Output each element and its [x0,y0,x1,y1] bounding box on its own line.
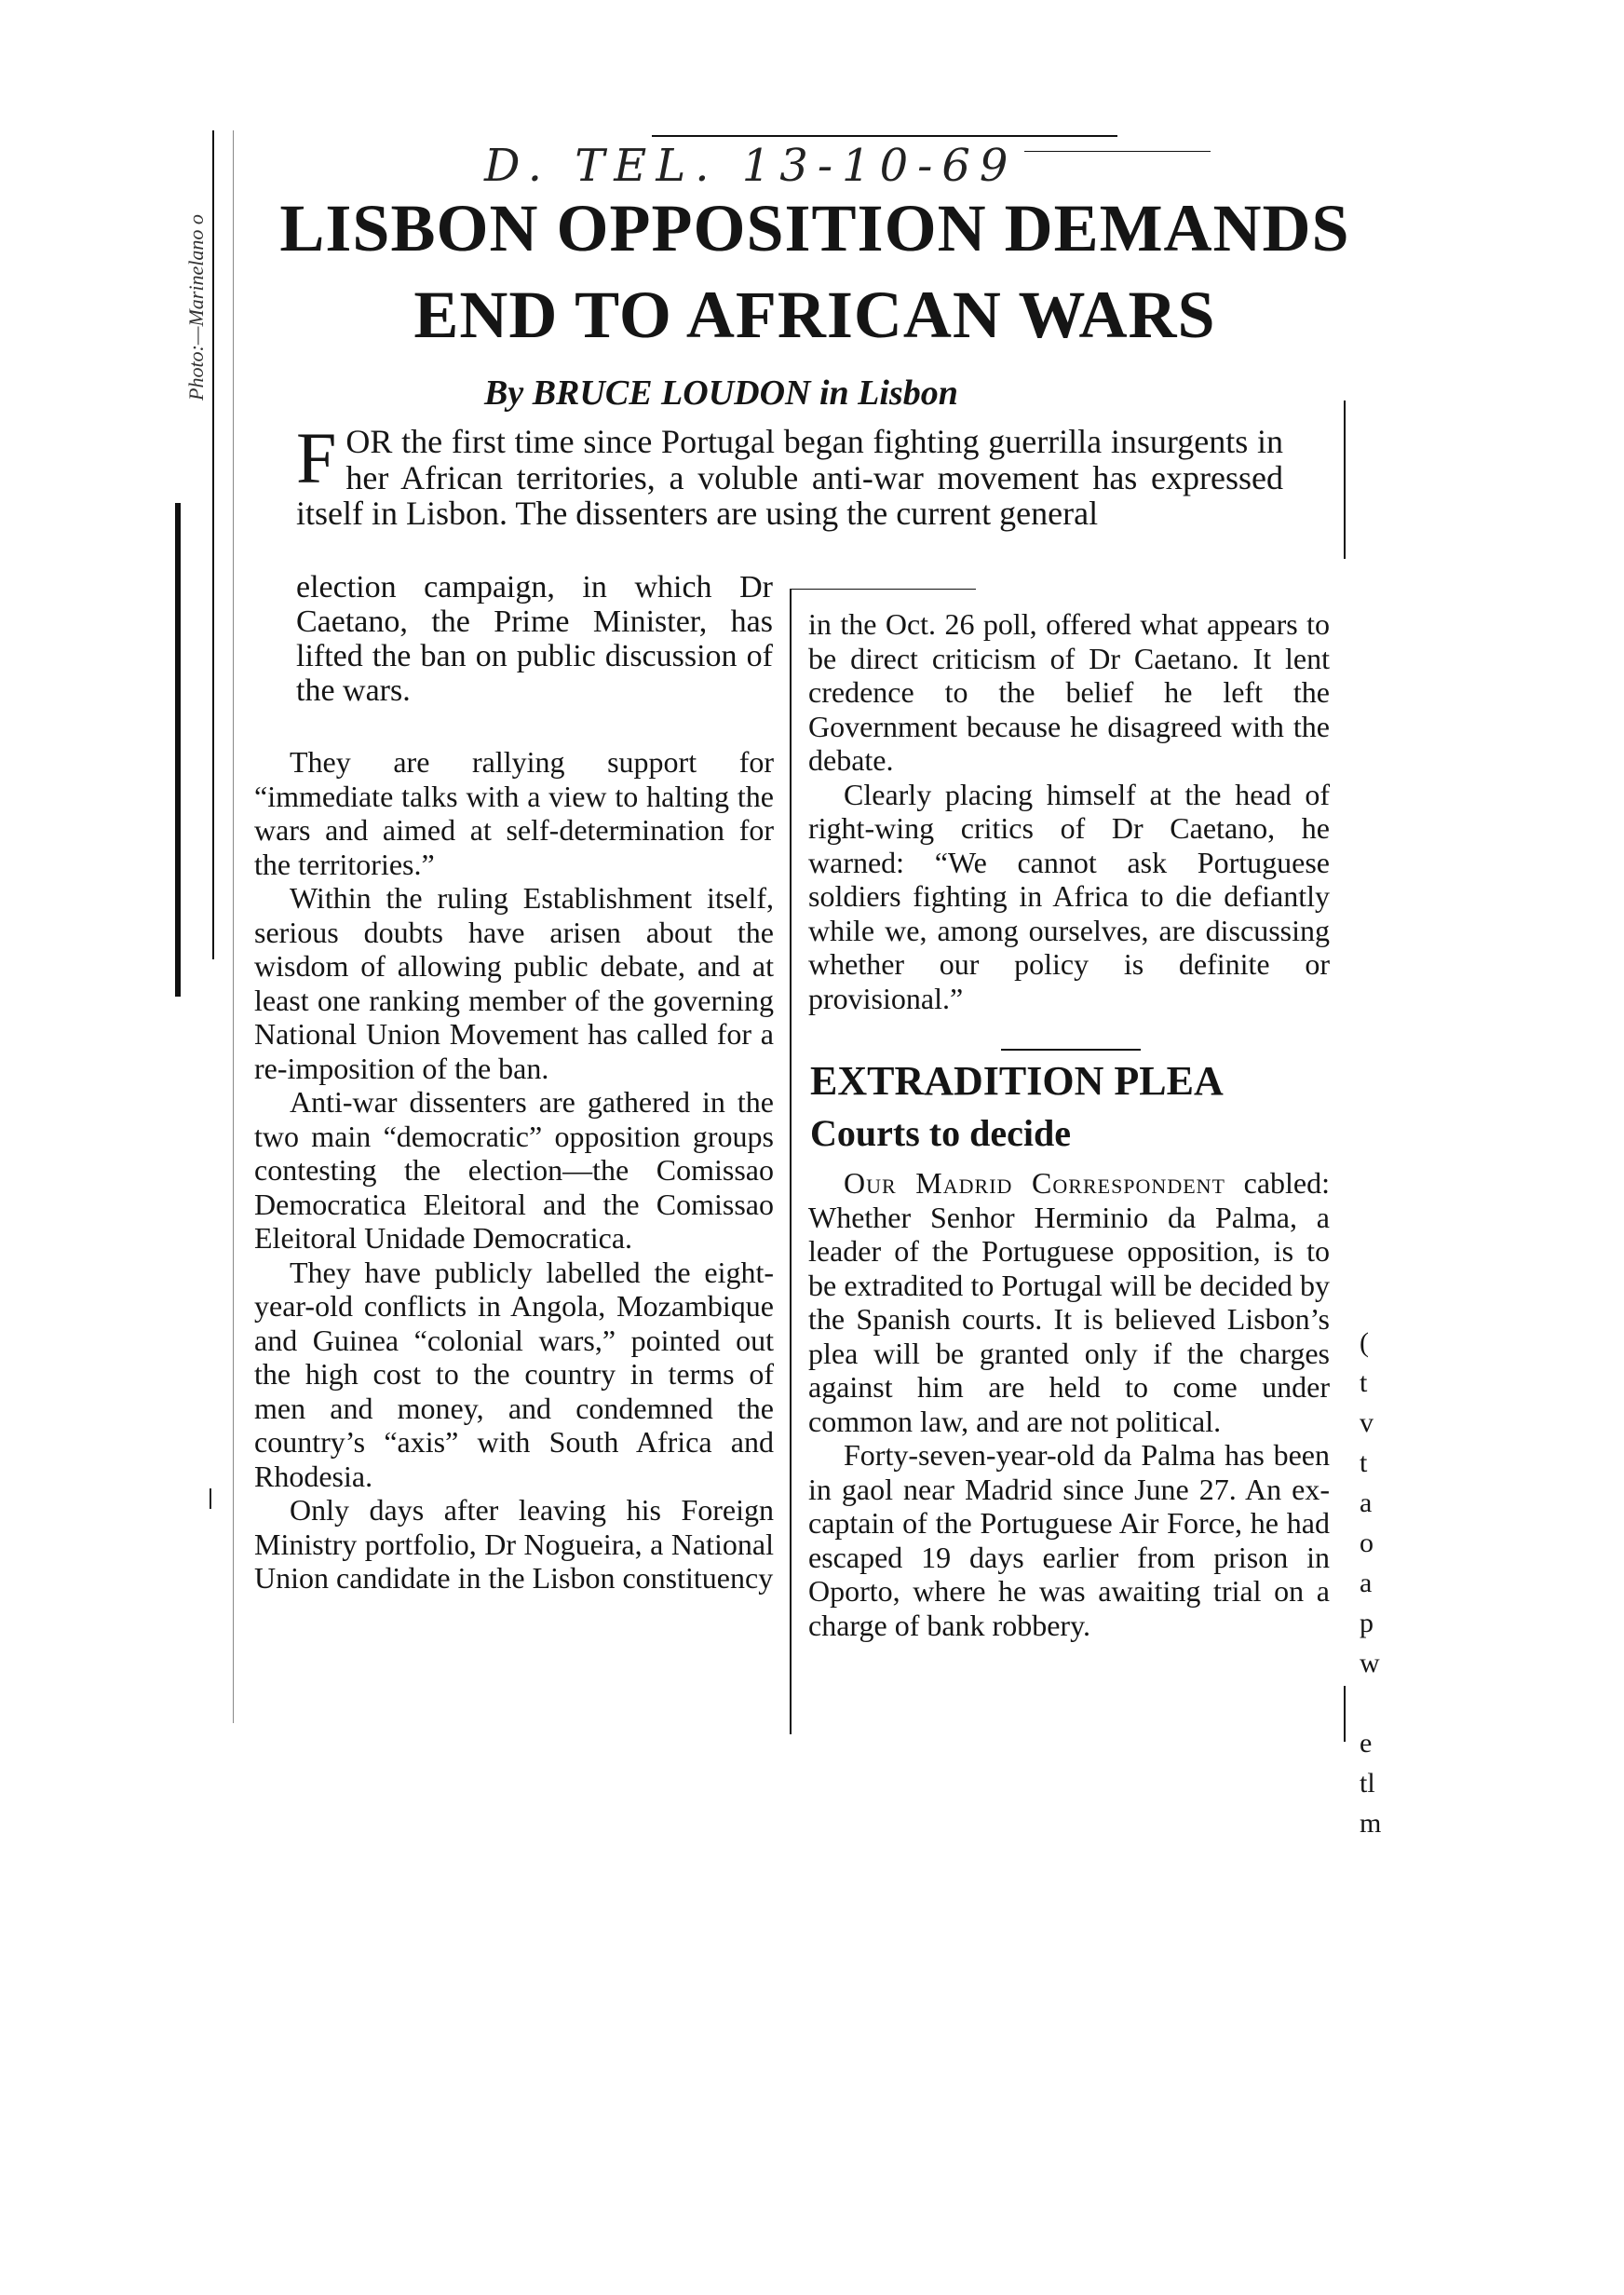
col1-paragraph-4: Anti-war dissenters are gathered in the two main “democratic” opposition groups contesting the election—the Comissao Democratica Eleitoral and the Comissao Eleitoral Unidade Democratica. [254,1085,774,1255]
subhead-courts-to-decide: Courts to decide [810,1112,1071,1154]
col1-paragraph-3: Within the ruling Establishment itself, serious doubts have arisen about the wisdom of allowing public debate, and at least one ranking member of the governing National Union Movement has called for a re-imposition of the ban. [254,881,774,1085]
col1-paragraph-2: They are rallying support for “immediate talks with a view to halting the wars and aimed at self-determination for the territories.” [254,745,774,881]
fragment-char: w [1360,1648,1380,1678]
fragment-char: tl [1360,1768,1375,1799]
col2-paragraph-4: Forty-seven-year-old da Palma has been in gaol near Madrid since June 27. An ex-captain of the Portuguese Air Force, he had escaped 19 days earlier from prison in Oporto, where he was awaiting trial on a charge of bank robbery. [808,1438,1330,1642]
correspondent-credit: Our Madrid Correspondent [844,1166,1225,1200]
column-2-top [808,607,1330,1015]
col1-paragraph-5: They have publicly labelled the eight-year-old conflicts in Angola, Mozambique and Guinea “colonial wars,” pointed out the high cost to the country in terms of men and money, and condemned the country’s “axis” with South Africa and Rhodesia. [254,1255,774,1493]
col2-paragraph-3-text: cabled: Whether Senhor Herminio da Palma, a leader of the Portuguese opposition, is to be extradited to Portugal will be decided by the Spanish courts. It is believed Lisbon’s plea will be granted only if the charges against him are held to come under common law, and are not political. [808,1166,1331,1438]
column-1-body [254,745,774,1596]
left-margin-rule [212,130,214,959]
clipping-left-edge [233,130,234,1723]
right-edge-rule-lower [1344,1686,1346,1742]
left-margin-rule-thick [175,503,181,997]
lead-text: OR the first time since Portugal began fighting guerrilla insurgents in her African territories, a voluble anti-war movement has expressed itself in Lisbon. The dissenters are using the current general [296,423,1283,532]
drop-cap: F [296,417,337,498]
lead-paragraph [296,417,1283,532]
headline-line-2: END TO AFRICAN WARS [413,278,1216,352]
subhead-extradition-plea: EXTRADITION PLEA [810,1058,1224,1104]
fragment-char: v [1360,1407,1374,1438]
col1-paragraph-1: election campaign, in which Dr Caetano, the Prime Minister, has lifted the ban on public discussion of the wars. [296,570,773,708]
fragment-char: m [1360,1808,1382,1839]
col2-paragraph-2: Clearly placing himself at the head of right-wing critics of Dr Caetano, he warned: “We cannot ask Portuguese soldiers fighting in Africa to die defiantly while we, among ourselves, are discussing whether our policy is definite or provisional.” [808,777,1330,1015]
col2-paragraph-3 [808,1166,1330,1438]
fragment-char: a [1360,1487,1373,1518]
adjacent-article-fragment [1360,1323,1387,1843]
column-divider-top [790,589,976,590]
col2-paragraph-1: in the Oct. 26 poll, offered what appears to be direct criticism of Dr Caetano. It lent credence to the belief he left the Government because he disagreed with the debate. [808,607,1330,777]
fragment-char: p [1360,1608,1374,1638]
photo-credit-caption: Photo:—Marinelano o [184,214,208,401]
column-2-bottom [808,1166,1330,1642]
fragment-char: e [1360,1728,1373,1759]
fragment-char: t [1360,1447,1368,1478]
right-edge-rule [1344,401,1346,559]
stray-mark [210,1488,211,1509]
column-divider [790,589,792,1734]
fragment-char: a [1360,1568,1373,1598]
fragment-char: ( [1360,1327,1369,1358]
byline: By BRUCE LOUDON in Lisbon [484,373,958,413]
fragment-char: o [1360,1528,1374,1558]
handwritten-date-note: D. TEL. 13-10-69 [484,140,1018,192]
clipping-top-edge-right [1024,151,1211,152]
subhead-rule [1001,1049,1141,1051]
fragment-char [1360,1683,1387,1723]
headline-line-1: LISBON OPPOSITION DEMANDS [279,191,1350,265]
clipping-top-edge [652,135,1117,137]
fragment-char: t [1360,1367,1368,1398]
col1-paragraph-6: Only days after leaving his Foreign Ministry portfolio, Dr Nogueira, a National Union candidate in the Lisbon constituency [254,1493,774,1595]
column-1 [296,570,773,708]
